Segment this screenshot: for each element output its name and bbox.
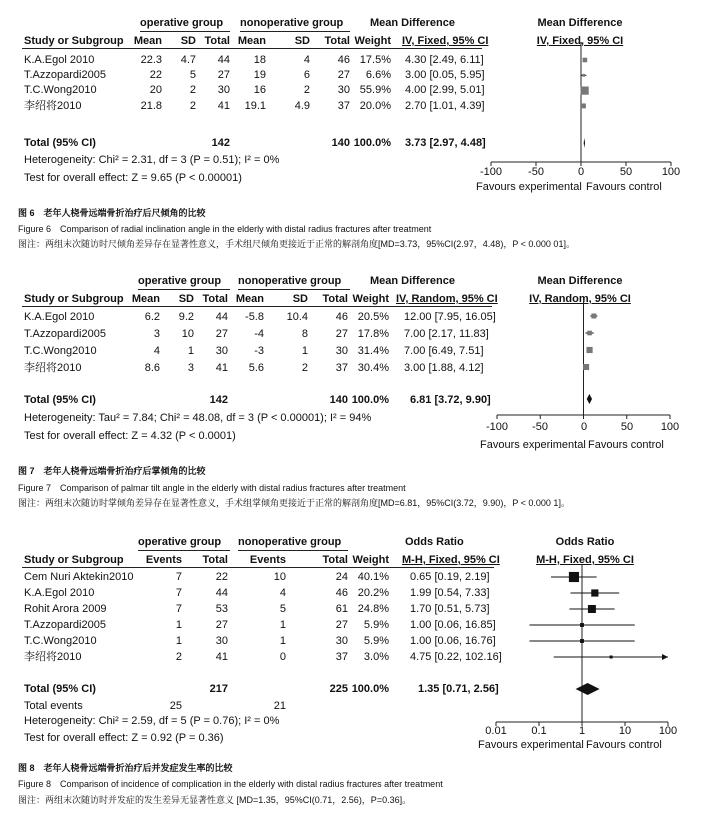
effect-ci: 1.00 [0.06, 16.85] bbox=[410, 619, 496, 631]
total-2: 27 bbox=[335, 328, 348, 340]
total-events-label: Total events bbox=[24, 700, 83, 712]
axis-tick-label: 0 bbox=[580, 421, 588, 433]
total-weight: 100.0% bbox=[351, 683, 389, 695]
col-events-2: Events bbox=[249, 554, 286, 566]
weight: 6.6% bbox=[365, 69, 391, 81]
heterogeneity: Heterogeneity: Tau² = 7.84; Chi² = 48.08, df = 3 (P < 0.00001); I² = 94% bbox=[24, 412, 372, 424]
weight: 55.9% bbox=[359, 84, 391, 96]
total-n2: 225 bbox=[329, 683, 348, 695]
total-1: 27 bbox=[215, 328, 228, 340]
sd-1: 2 bbox=[189, 100, 196, 112]
forest-plot-figure-8 bbox=[0, 520, 712, 817]
study-weight-square bbox=[581, 103, 586, 108]
col-mean-1: Mean bbox=[133, 35, 162, 47]
total-1: 30 bbox=[215, 635, 228, 647]
col-sd-1: SD bbox=[180, 35, 196, 47]
weight: 31.4% bbox=[357, 345, 389, 357]
weight: 3.0% bbox=[363, 651, 389, 663]
study-weight-square bbox=[588, 605, 596, 613]
total-1: 44 bbox=[215, 311, 228, 323]
mean-2: 19.1 bbox=[244, 100, 266, 112]
study-name: 李绍将2010 bbox=[24, 362, 82, 374]
weight: 30.4% bbox=[357, 362, 389, 374]
caption-en: Figure 8 Comparison of incidence of complication in the elderly with distal radius fractures after treatment bbox=[18, 779, 443, 789]
total-2: 27 bbox=[335, 619, 348, 631]
sd-1: 1 bbox=[187, 345, 194, 357]
total-n1: 217 bbox=[209, 683, 228, 695]
group1-header: operative group bbox=[138, 275, 222, 287]
mean-2: 5.6 bbox=[248, 362, 264, 374]
effect-ci: 4.75 [0.22, 102.16] bbox=[410, 651, 502, 663]
sd-2: 10.4 bbox=[286, 311, 308, 323]
study-weight-square bbox=[583, 364, 589, 370]
favours-left: Favours experimental bbox=[478, 739, 584, 751]
sd-2: 4.9 bbox=[294, 100, 310, 112]
col-study: Study or Subgroup bbox=[24, 35, 124, 47]
forest-plot-figure-7 bbox=[0, 258, 712, 520]
sd-1: 10 bbox=[181, 328, 194, 340]
plot-method: IV, Fixed, 95% CI bbox=[536, 35, 624, 47]
events-1: 7 bbox=[175, 587, 182, 599]
total-2: 24 bbox=[335, 571, 348, 583]
col-study: Study or Subgroup bbox=[24, 554, 124, 566]
weight: 20.0% bbox=[359, 100, 391, 112]
total-2: 30 bbox=[335, 345, 348, 357]
events-1: 1 bbox=[175, 619, 182, 631]
favours-right: Favours control bbox=[586, 739, 662, 751]
col-total-1: Total bbox=[202, 293, 228, 305]
mean-1: 3 bbox=[153, 328, 160, 340]
total-1: 44 bbox=[215, 587, 228, 599]
col-mean-1: Mean bbox=[131, 293, 160, 305]
total-2: 37 bbox=[335, 362, 348, 374]
col-weight: Weight bbox=[354, 35, 391, 47]
total-n2: 140 bbox=[331, 137, 350, 149]
total-2: 30 bbox=[337, 84, 350, 96]
total-weight: 100.0% bbox=[351, 394, 389, 406]
weight: 17.8% bbox=[357, 328, 389, 340]
heterogeneity: Heterogeneity: Chi² = 2.31, df = 3 (P = 0.51); I² = 0% bbox=[24, 154, 280, 166]
mean-1: 22 bbox=[149, 69, 162, 81]
total-label: Total (95% CI) bbox=[24, 137, 96, 149]
favours-left: Favours experimental bbox=[480, 439, 586, 451]
caption-note: 图注：两组末次随访时尺倾角差异存在显著性意义，手术组尺倾角更接近于正常的解剖角度[MD=3.73，95%CI(2.97，4.48)，P < 0.000 01]。 bbox=[18, 239, 575, 249]
col-method: M-H, Fixed, 95% CI bbox=[402, 554, 500, 566]
total-events-1: 25 bbox=[169, 700, 182, 712]
mean-2: 19 bbox=[253, 69, 266, 81]
effect-ci: 7.00 [2.17, 11.83] bbox=[404, 328, 489, 340]
study-name: Rohit Arora 2009 bbox=[24, 603, 107, 615]
sd-2: 2 bbox=[303, 84, 310, 96]
total-label: Total (95% CI) bbox=[24, 394, 96, 406]
total-ci: 1.35 [0.71, 2.56] bbox=[418, 683, 499, 695]
total-1: 27 bbox=[217, 69, 230, 81]
measure-header: Odds Ratio bbox=[405, 536, 464, 548]
study-weight-square bbox=[569, 572, 579, 582]
mean-1: 20 bbox=[149, 84, 162, 96]
total-2: 46 bbox=[335, 587, 348, 599]
axis-tick-label: -50 bbox=[532, 421, 548, 433]
total-n1: 142 bbox=[211, 137, 230, 149]
sd-1: 4.7 bbox=[180, 54, 196, 66]
total-1: 41 bbox=[215, 651, 228, 663]
col-total-2: Total bbox=[322, 293, 348, 305]
axis-tick-label: -100 bbox=[485, 421, 509, 433]
overall-effect: Test for overall effect: Z = 4.32 (P < 0.0001) bbox=[24, 430, 236, 442]
effect-ci: 12.00 [7.95, 16.05] bbox=[404, 311, 496, 323]
caption-cn: 图 8 老年人桡骨远端骨折治疗后并发症发生率的比较 bbox=[18, 763, 233, 773]
mean-1: 22.3 bbox=[140, 54, 162, 66]
pooled-diamond bbox=[587, 394, 592, 404]
study-weight-square bbox=[587, 331, 592, 336]
plot-method: IV, Random, 95% CI bbox=[529, 293, 631, 305]
col-study: Study or Subgroup bbox=[24, 293, 124, 305]
study-weight-square bbox=[610, 656, 613, 659]
forest-plot-svg bbox=[0, 0, 712, 260]
caption-note: 图注：两组末次随访时掌倾角差异存在显著性意义，手术组掌倾角更接近于正常的解剖角度[MD=6.81，95%CI(3.72，9.90)，P < 0.000 1]。 bbox=[18, 498, 570, 508]
pooled-diamond bbox=[584, 138, 585, 148]
sd-2: 1 bbox=[301, 345, 308, 357]
axis-tick-label: 0 bbox=[577, 166, 585, 178]
study-weight-square bbox=[591, 314, 596, 319]
mean-1: 4 bbox=[153, 345, 160, 357]
study-weight-square bbox=[583, 58, 588, 63]
study-name: T.C.Wong2010 bbox=[24, 345, 97, 357]
col-total-1: Total bbox=[202, 554, 228, 566]
axis-tick-label: -50 bbox=[528, 166, 544, 178]
study-name: 李绍将2010 bbox=[24, 651, 82, 663]
study-name: T.Azzopardi2005 bbox=[24, 328, 106, 340]
study-weight-square bbox=[582, 74, 585, 77]
sd-1: 3 bbox=[187, 362, 194, 374]
effect-ci: 2.70 [1.01, 4.39] bbox=[405, 100, 485, 112]
total-2: 46 bbox=[337, 54, 350, 66]
measure-header: Mean Difference bbox=[370, 275, 455, 287]
col-weight: Weight bbox=[352, 293, 389, 305]
axis-tick-label: 100 bbox=[658, 725, 678, 737]
total-events-2: 21 bbox=[273, 700, 286, 712]
weight: 20.2% bbox=[357, 587, 389, 599]
col-mean-2: Mean bbox=[235, 293, 264, 305]
group2-header: nonoperative group bbox=[238, 536, 342, 548]
mean-2: -3 bbox=[254, 345, 264, 357]
forest-plot-figure-6 bbox=[0, 0, 712, 260]
study-name: Cem Nuri Aktekin2010 bbox=[24, 571, 134, 583]
sd-2: 6 bbox=[303, 69, 310, 81]
total-1: 53 bbox=[215, 603, 228, 615]
axis-tick-label: 0.01 bbox=[485, 725, 507, 737]
plot-measure-header: Mean Difference bbox=[537, 17, 623, 29]
axis-tick-label: 10 bbox=[618, 725, 632, 737]
total-2: 27 bbox=[337, 69, 350, 81]
mean-1: 6.2 bbox=[144, 311, 160, 323]
effect-ci: 0.65 [0.19, 2.19] bbox=[410, 571, 490, 583]
col-method: IV, Random, 95% CI bbox=[396, 293, 498, 305]
axis-tick-label: 50 bbox=[619, 166, 633, 178]
axis-tick-label: 100 bbox=[661, 166, 681, 178]
plot-measure-header: Odds Ratio bbox=[555, 536, 615, 548]
col-method: IV, Fixed, 95% CI bbox=[402, 35, 489, 47]
events-2: 10 bbox=[273, 571, 286, 583]
study-weight-square bbox=[591, 589, 598, 596]
favours-right: Favours control bbox=[588, 439, 664, 451]
events-1: 7 bbox=[175, 603, 182, 615]
study-name: T.Azzopardi2005 bbox=[24, 69, 106, 81]
forest-plot-svg bbox=[0, 258, 712, 520]
total-n1: 142 bbox=[209, 394, 228, 406]
measure-header: Mean Difference bbox=[370, 17, 455, 29]
total-2: 37 bbox=[335, 651, 348, 663]
sd-2: 2 bbox=[301, 362, 308, 374]
overall-effect: Test for overall effect: Z = 9.65 (P < 0.00001) bbox=[24, 172, 242, 184]
total-2: 61 bbox=[335, 603, 348, 615]
events-2: 5 bbox=[279, 603, 286, 615]
overall-effect: Test for overall effect: Z = 0.92 (P = 0.36) bbox=[24, 732, 224, 744]
study-name: K.A.Egol 2010 bbox=[24, 54, 95, 66]
col-mean-2: Mean bbox=[237, 35, 266, 47]
study-weight-square bbox=[586, 347, 592, 353]
weight: 40.1% bbox=[357, 571, 389, 583]
col-sd-2: SD bbox=[292, 293, 308, 305]
total-1: 41 bbox=[217, 100, 230, 112]
caption-cn: 图 7 老年人桡骨远端骨折治疗后掌倾角的比较 bbox=[18, 466, 206, 476]
weight: 5.9% bbox=[363, 635, 389, 647]
mean-1: 21.8 bbox=[140, 100, 162, 112]
study-name: K.A.Egol 2010 bbox=[24, 587, 95, 599]
axis-tick-label: -100 bbox=[479, 166, 503, 178]
mean-2: 18 bbox=[253, 54, 266, 66]
study-name: T.C.Wong2010 bbox=[24, 635, 97, 647]
caption-cn: 图 6 老年人桡骨远端骨折治疗后尺倾角的比较 bbox=[18, 208, 206, 218]
total-1: 30 bbox=[215, 345, 228, 357]
col-sd-1: SD bbox=[178, 293, 194, 305]
total-1: 44 bbox=[217, 54, 230, 66]
effect-ci: 3.00 [0.05, 5.95] bbox=[405, 69, 485, 81]
weight: 17.5% bbox=[359, 54, 391, 66]
total-2: 30 bbox=[335, 635, 348, 647]
total-label: Total (95% CI) bbox=[24, 683, 96, 695]
study-name: T.Azzopardi2005 bbox=[24, 619, 106, 631]
effect-ci: 1.70 [0.51, 5.73] bbox=[410, 603, 490, 615]
sd-2: 8 bbox=[301, 328, 308, 340]
axis-tick-label: 0.1 bbox=[531, 725, 547, 737]
total-ci: 6.81 [3.72, 9.90] bbox=[410, 394, 491, 406]
caption-en: Figure 7 Comparison of palmar tilt angle in the elderly with distal radius fractures after treatment bbox=[18, 483, 406, 493]
events-2: 1 bbox=[279, 619, 286, 631]
effect-ci: 1.99 [0.54, 7.33] bbox=[410, 587, 490, 599]
axis-tick-label: 1 bbox=[578, 725, 586, 737]
study-weight-square bbox=[580, 86, 588, 94]
mean-2: 16 bbox=[253, 84, 266, 96]
study-name: K.A.Egol 2010 bbox=[24, 311, 95, 323]
weight: 24.8% bbox=[357, 603, 389, 615]
col-events-1: Events bbox=[145, 554, 182, 566]
effect-ci: 7.00 [6.49, 7.51] bbox=[404, 345, 484, 357]
events-2: 4 bbox=[279, 587, 286, 599]
total-1: 41 bbox=[215, 362, 228, 374]
caption-note: 图注：两组末次随访时并发症的发生差异无显著性意义 [MD=1.35，95%CI(0.71，2.56)，P=0.36]。 bbox=[18, 795, 412, 805]
mean-1: 8.6 bbox=[144, 362, 160, 374]
group1-header: operative group bbox=[140, 17, 224, 29]
axis-tick-label: 100 bbox=[660, 421, 680, 433]
sd-1: 5 bbox=[189, 69, 196, 81]
sd-1: 9.2 bbox=[178, 311, 194, 323]
favours-left: Favours experimental bbox=[476, 181, 582, 193]
mean-2: -4 bbox=[254, 328, 264, 340]
col-sd-2: SD bbox=[294, 35, 310, 47]
favours-right: Favours control bbox=[586, 181, 662, 193]
total-n2: 140 bbox=[329, 394, 348, 406]
group1-header: operative group bbox=[138, 536, 222, 548]
events-1: 7 bbox=[175, 571, 182, 583]
effect-ci: 4.00 [2.99, 5.01] bbox=[405, 84, 485, 96]
total-1: 30 bbox=[217, 84, 230, 96]
mean-2: -5.8 bbox=[245, 311, 264, 323]
total-1: 27 bbox=[215, 619, 228, 631]
col-total-2: Total bbox=[322, 554, 348, 566]
study-weight-square bbox=[580, 639, 584, 643]
total-2: 37 bbox=[337, 100, 350, 112]
sd-2: 4 bbox=[303, 54, 310, 66]
events-2: 1 bbox=[279, 635, 286, 647]
study-name: T.C.Wong2010 bbox=[24, 84, 97, 96]
total-2: 46 bbox=[335, 311, 348, 323]
weight: 5.9% bbox=[363, 619, 389, 631]
events-1: 1 bbox=[175, 635, 182, 647]
col-weight: Weight bbox=[352, 554, 389, 566]
heterogeneity: Heterogeneity: Chi² = 2.59, df = 5 (P = 0.76); I² = 0% bbox=[24, 715, 280, 727]
total-weight: 100.0% bbox=[353, 137, 391, 149]
events-2: 0 bbox=[279, 651, 286, 663]
plot-measure-header: Mean Difference bbox=[537, 275, 623, 287]
col-total-2: Total bbox=[324, 35, 350, 47]
axis-tick-label: 50 bbox=[620, 421, 634, 433]
sd-1: 2 bbox=[189, 84, 196, 96]
effect-ci: 1.00 [0.06, 16.76] bbox=[410, 635, 496, 647]
caption-en: Figure 6 Comparison of radial inclination angle in the elderly with distal radius fractures after treatment bbox=[18, 224, 432, 234]
ci-arrow bbox=[662, 654, 668, 660]
study-name: 李绍将2010 bbox=[24, 100, 82, 112]
effect-ci: 4.30 [2.49, 6.11] bbox=[405, 54, 484, 66]
plot-method: M-H, Fixed, 95% CI bbox=[536, 554, 634, 566]
total-ci: 3.73 [2.97, 4.48] bbox=[405, 137, 486, 149]
events-1: 2 bbox=[175, 651, 182, 663]
pooled-diamond bbox=[576, 683, 600, 695]
group2-header: nonoperative group bbox=[240, 17, 344, 29]
weight: 20.5% bbox=[357, 311, 389, 323]
total-1: 22 bbox=[215, 571, 228, 583]
study-weight-square bbox=[580, 623, 584, 627]
effect-ci: 3.00 [1.88, 4.12] bbox=[404, 362, 484, 374]
col-total-1: Total bbox=[204, 35, 230, 47]
group2-header: nonoperative group bbox=[238, 275, 342, 287]
